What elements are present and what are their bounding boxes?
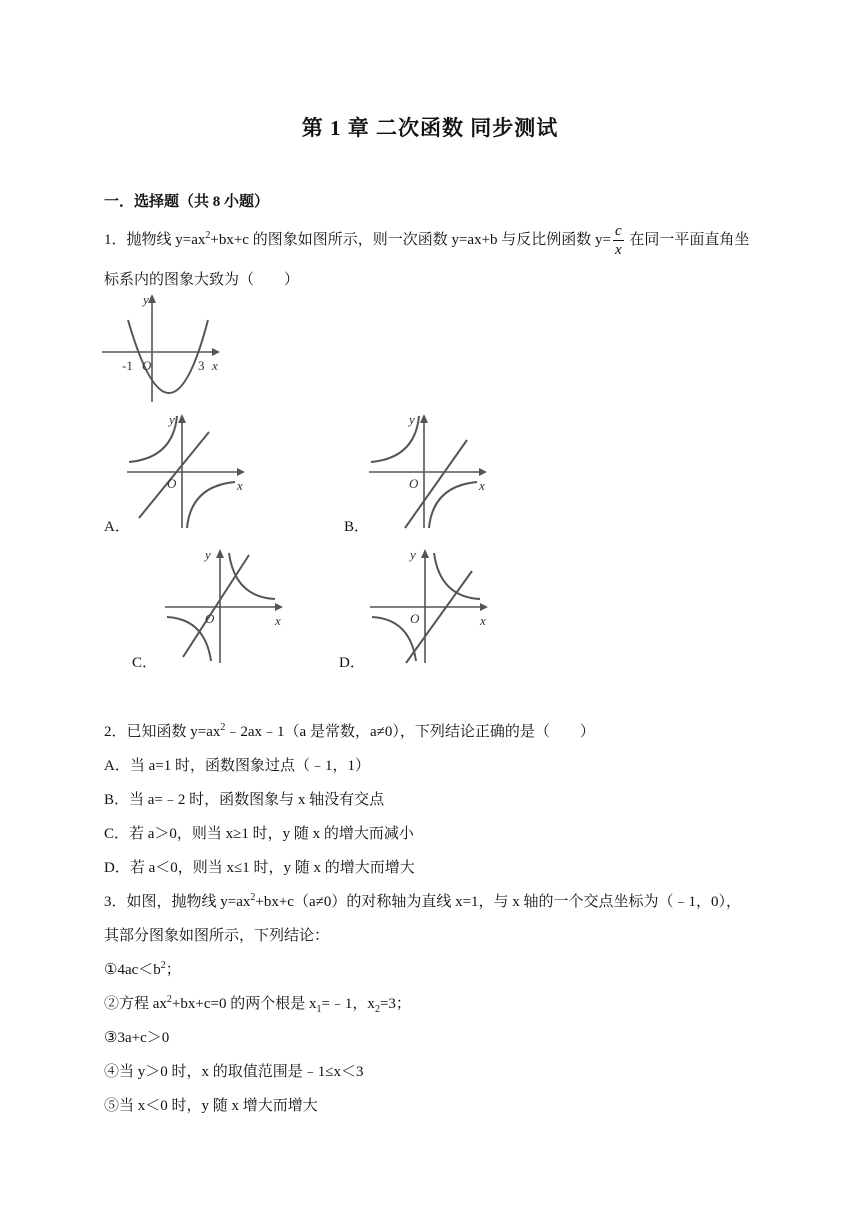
option-b-graph[interactable]	[367, 410, 492, 530]
svg-text:x: x	[479, 478, 485, 493]
q2-stem: 2．已知函数 $y=ax^2﹣2ax﹣1(a$ 是常数，a≠0），下列结论正确的是（ ）	[104, 722, 595, 740]
svg-text:y: y	[205, 547, 211, 562]
svg-text:O: O	[410, 611, 420, 626]
option-b-label[interactable]: B．	[344, 519, 370, 535]
option-c-graph[interactable]	[163, 545, 288, 665]
q2-option-a[interactable]: A．当 a=1 时，函数图象过点（﹣1，1）	[104, 758, 370, 774]
option-c-label[interactable]: C．	[132, 655, 158, 671]
svg-text:O: O	[409, 476, 419, 491]
svg-text:O: O	[167, 476, 177, 491]
option-a-graph[interactable]	[125, 410, 250, 530]
q3-statement-5: ⑤当 x＜0 时，y 随 x 增大而增大	[104, 1098, 318, 1114]
q2-option-c[interactable]: C．若 a＞0，则当 x≥1 时，y 随 x 的增大而减小	[104, 826, 414, 842]
q1-parabola-graph	[100, 290, 225, 405]
section-heading: 一．选择题（共 8 小题）	[104, 194, 270, 210]
q3-stem-line2: 其部分图象如图所示，下列结论：	[104, 928, 330, 944]
svg-text:x: x	[237, 478, 243, 493]
q1-stem-line2: 标系内的图象大致为（ ）	[104, 272, 300, 288]
parabola-y-label: y	[143, 292, 149, 307]
svg-text:x: x	[275, 613, 281, 628]
svg-text:y: y	[409, 412, 415, 427]
c-over-x-fraction: $\frac{c}{x}$	[615, 223, 622, 258]
q2-option-b[interactable]: B．当 a=﹣2 时，函数图象与 x 轴没有交点	[104, 792, 385, 808]
parabola-root-left: -1	[122, 358, 133, 373]
parabola-origin-label: O	[142, 358, 152, 373]
svg-text:x: x	[480, 613, 486, 628]
option-a-label[interactable]: A．	[104, 519, 130, 535]
q1-stem-line1: 1．抛物线 $y=ax^2+bx+c$ 的图象如图所示，则一次函数 y=ax+b 与反比例函数 y= $\frac{c}{x}$ 在同一平面直角坐	[104, 223, 750, 258]
page-title: 第 1 章 二次函数 同步测试	[301, 116, 559, 140]
q2-option-d[interactable]: D．若 a＜0，则当 x≤1 时，y 随 x 的增大而增大	[104, 860, 415, 876]
q3-statement-4: ④当 y＞0 时，x 的取值范围是﹣1≤x＜3	[104, 1064, 364, 1080]
q3-stem-line1: 3．如图，抛物线 $y=ax^2+bx+c(a\ne 0)$的对称轴为直线 x=1，与 x 轴的一个交点坐标为（﹣1，0），	[104, 892, 742, 910]
option-d-graph[interactable]	[368, 545, 493, 665]
option-d-label[interactable]: D．	[339, 655, 365, 671]
svg-text:y: y	[410, 547, 416, 562]
parabola-x-label: x	[212, 358, 218, 373]
q3-statement-1: $①4ac<b^2$；	[104, 960, 181, 978]
q3-statement-3: ③3a+c＞0	[104, 1030, 170, 1046]
svg-text:y: y	[169, 412, 175, 427]
parabola-root-right: 3	[198, 358, 205, 373]
q3-statement-2: ②方程 $ax^2+bx+c=0$ 的两个根是 $x_1=﹣1$，$x_2=3$；	[104, 994, 411, 1015]
svg-text:O: O	[205, 611, 215, 626]
